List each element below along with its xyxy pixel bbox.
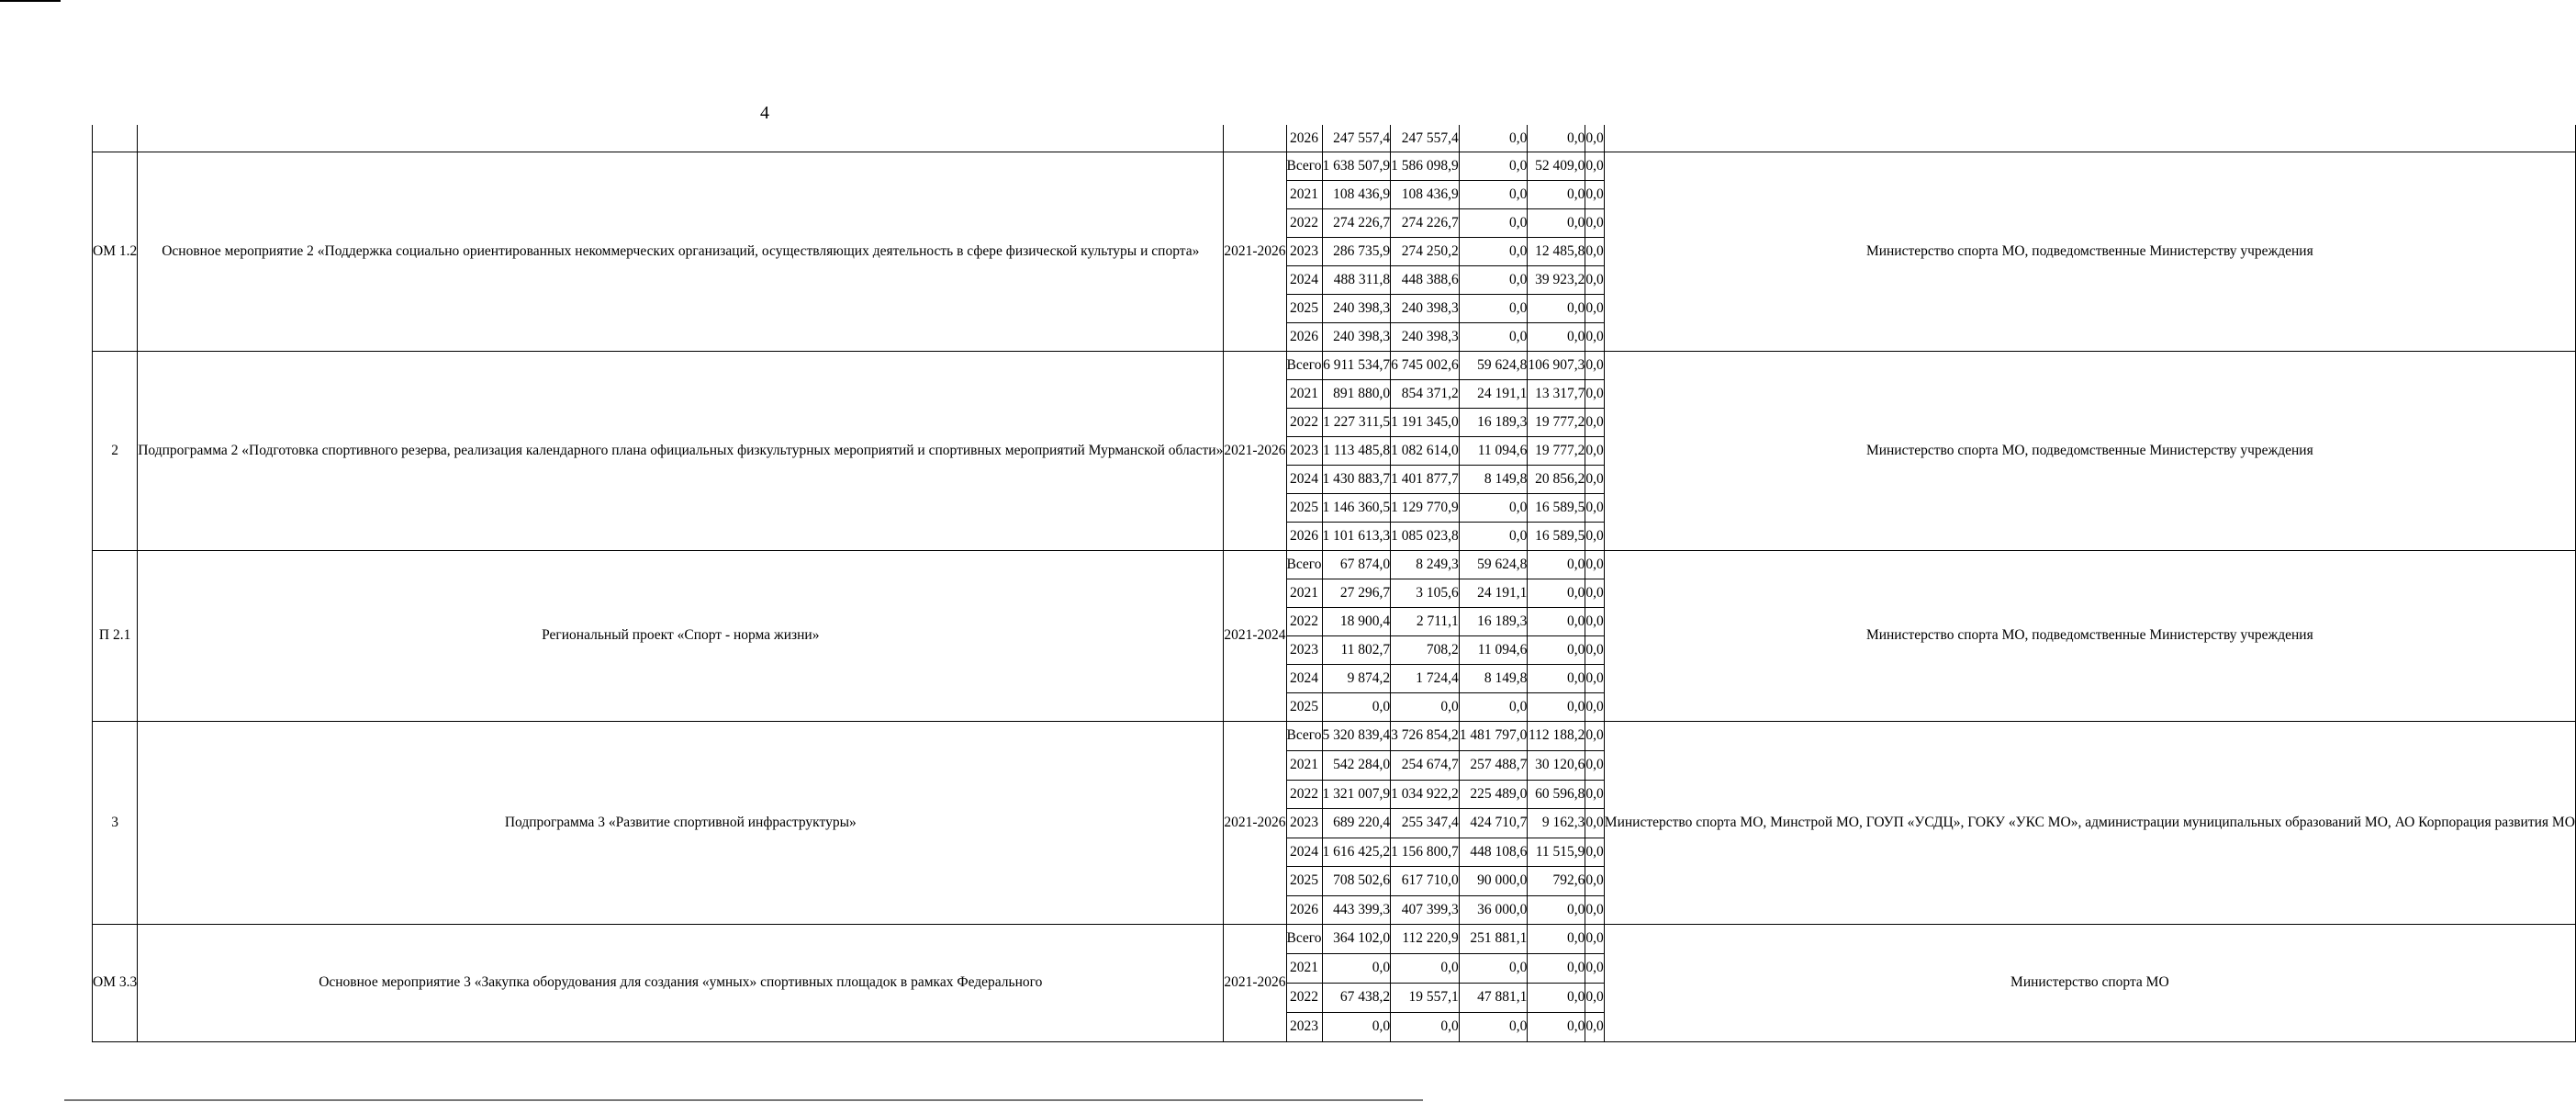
row-name-cell: Подпрограмма 2 «Подготовка спортивного резерва, реализация календарного плана официальных физкультурных мероприятий и спортивных мероприятий Мурманской области» [138, 351, 1224, 550]
amount-cell-c1: 1 129 770,9 [1391, 493, 1460, 522]
amount-cell-c3: 0,0 [1528, 322, 1585, 351]
amount-cell-c2: 448 108,6 [1459, 838, 1528, 866]
row-period-cell [1224, 125, 1286, 152]
row-name-cell [138, 125, 1224, 152]
amount-cell-c3: 0,0 [1528, 924, 1585, 953]
year-cell: 2021 [1286, 953, 1322, 983]
amount-cell-c2: 8 149,8 [1459, 465, 1528, 493]
amount-cell-c1: 240 398,3 [1391, 294, 1460, 322]
year-cell: Всего [1286, 721, 1322, 750]
amount-cell-c2: 90 000,0 [1459, 866, 1528, 895]
amount-cell-total: 274 226,7 [1322, 208, 1391, 237]
amount-cell-c1: 708,2 [1391, 635, 1460, 664]
amount-cell-c4: 0,0 [1585, 838, 1604, 866]
amount-cell-c2: 0,0 [1459, 180, 1528, 208]
amount-cell-c3: 20 856,2 [1528, 465, 1585, 493]
year-cell: 2026 [1286, 895, 1322, 924]
amount-cell-c1: 1 586 098,9 [1391, 152, 1460, 180]
amount-cell-c1: 0,0 [1391, 1012, 1460, 1041]
amount-cell-total: 27 296,7 [1322, 579, 1391, 607]
year-cell: 2024 [1286, 265, 1322, 294]
executor-cell: Министерство спорта МО, подведомственные Министерству учреждения [1604, 152, 2575, 351]
amount-cell-c2: 24 191,1 [1459, 579, 1528, 607]
amount-cell-c1: 448 388,6 [1391, 265, 1460, 294]
table-row [93, 924, 2576, 953]
amount-cell-total: 1 616 425,2 [1322, 838, 1391, 866]
executor-cell: Министерство спорта МО [1604, 924, 2575, 1041]
row-period-cell: 2021-2026 [1224, 152, 1286, 351]
amount-cell-c1: 1 082 614,0 [1391, 436, 1460, 465]
row-name-cell: Основное мероприятие 2 «Поддержка социально ориентированных некоммерческих организаций, осуществляющих деятельность в сфере физической культуры и спорта» [138, 152, 1224, 351]
amount-cell-c3: 0,0 [1528, 294, 1585, 322]
amount-cell-c2: 424 710,7 [1459, 808, 1528, 838]
amount-cell-c3: 0,0 [1528, 692, 1585, 721]
amount-cell-c2: 0,0 [1459, 237, 1528, 265]
amount-cell-c2: 251 881,1 [1459, 924, 1528, 953]
amount-cell-c1: 254 674,7 [1391, 750, 1460, 780]
amount-cell-c2: 24 191,1 [1459, 379, 1528, 408]
amount-cell-c3: 52 409,0 [1528, 152, 1585, 180]
year-cell: 2023 [1286, 237, 1322, 265]
year-cell: Всего [1286, 152, 1322, 180]
amount-cell-total: 0,0 [1322, 1012, 1391, 1041]
amount-cell-total: 1 227 311,5 [1322, 408, 1391, 436]
amount-cell-c1: 108 436,9 [1391, 180, 1460, 208]
amount-cell-c1: 1 156 800,7 [1391, 838, 1460, 866]
amount-cell-c4: 0,0 [1585, 808, 1604, 838]
amount-cell-c4: 0,0 [1585, 866, 1604, 895]
year-cell: 2026 [1286, 322, 1322, 351]
row-code-cell [93, 125, 138, 152]
year-cell: 2025 [1286, 866, 1322, 895]
year-cell: 2022 [1286, 607, 1322, 635]
amount-cell-c1: 1 724,4 [1391, 664, 1460, 692]
amount-cell-c4: 0,0 [1585, 379, 1604, 408]
amount-cell-c3: 11 515,9 [1528, 838, 1585, 866]
amount-cell-c4: 0,0 [1585, 436, 1604, 465]
amount-cell-c3: 16 589,5 [1528, 493, 1585, 522]
amount-cell-total: 18 900,4 [1322, 607, 1391, 635]
amount-cell-c1: 274 226,7 [1391, 208, 1460, 237]
amount-cell-total: 240 398,3 [1322, 294, 1391, 322]
amount-cell-c4: 0,0 [1585, 780, 1604, 808]
row-period-cell: 2021-2026 [1224, 924, 1286, 1041]
amount-cell-c4: 0,0 [1585, 579, 1604, 607]
amount-cell-c2: 0,0 [1459, 953, 1528, 983]
amount-cell-c4: 0,0 [1585, 721, 1604, 750]
executor-cell [1604, 125, 2575, 152]
year-cell: 2026 [1286, 522, 1322, 550]
amount-cell-c4: 0,0 [1585, 322, 1604, 351]
amount-cell-c3: 0,0 [1528, 1012, 1585, 1041]
amount-cell-c3: 16 589,5 [1528, 522, 1585, 550]
amount-cell-c2: 257 488,7 [1459, 750, 1528, 780]
amount-cell-c1: 8 249,3 [1391, 550, 1460, 579]
year-cell: Всего [1286, 924, 1322, 953]
year-cell: 2024 [1286, 664, 1322, 692]
amount-cell-c1: 2 711,1 [1391, 607, 1460, 635]
year-cell: 2025 [1286, 294, 1322, 322]
year-cell: 2021 [1286, 579, 1322, 607]
amount-cell-c1: 19 557,1 [1391, 983, 1460, 1012]
amount-cell-total: 891 880,0 [1322, 379, 1391, 408]
amount-cell-total: 1 113 485,8 [1322, 436, 1391, 465]
amount-cell-total: 67 438,2 [1322, 983, 1391, 1012]
table-row [93, 721, 2576, 750]
year-cell: 2021 [1286, 379, 1322, 408]
amount-cell-c2: 0,0 [1459, 294, 1528, 322]
table-row [93, 152, 2576, 180]
amount-cell-c4: 0,0 [1585, 522, 1604, 550]
year-cell: 2025 [1286, 493, 1322, 522]
amount-cell-c1: 0,0 [1391, 953, 1460, 983]
year-cell: 2023 [1286, 808, 1322, 838]
amount-cell-c3: 0,0 [1528, 180, 1585, 208]
amount-cell-c2: 0,0 [1459, 125, 1528, 152]
amount-cell-c3: 19 777,2 [1528, 408, 1585, 436]
amount-cell-c3: 39 923,2 [1528, 265, 1585, 294]
amount-cell-c4: 0,0 [1585, 237, 1604, 265]
amount-cell-c2: 59 624,8 [1459, 351, 1528, 379]
amount-cell-total: 1 638 507,9 [1322, 152, 1391, 180]
amount-cell-c2: 59 624,8 [1459, 550, 1528, 579]
amount-cell-total: 364 102,0 [1322, 924, 1391, 953]
amount-cell-c4: 0,0 [1585, 1012, 1604, 1041]
row-code-cell: ОМ 1.2 [93, 152, 138, 351]
amount-cell-total: 689 220,4 [1322, 808, 1391, 838]
amount-cell-total: 108 436,9 [1322, 180, 1391, 208]
row-period-cell: 2021-2026 [1224, 351, 1286, 550]
amount-cell-c4: 0,0 [1585, 408, 1604, 436]
amount-cell-c3: 30 120,6 [1528, 750, 1585, 780]
row-period-cell: 2021-2024 [1224, 550, 1286, 721]
year-cell: 2023 [1286, 635, 1322, 664]
row-code-cell: 2 [93, 351, 138, 550]
amount-cell-c2: 0,0 [1459, 522, 1528, 550]
amount-cell-total: 9 874,2 [1322, 664, 1391, 692]
amount-cell-c3: 106 907,3 [1528, 351, 1585, 379]
amount-cell-c2: 0,0 [1459, 265, 1528, 294]
amount-cell-c3: 792,6 [1528, 866, 1585, 895]
amount-cell-total: 1 430 883,7 [1322, 465, 1391, 493]
amount-cell-c1: 255 347,4 [1391, 808, 1460, 838]
amount-cell-c1: 407 399,3 [1391, 895, 1460, 924]
amount-cell-c2: 0,0 [1459, 493, 1528, 522]
amount-cell-total: 247 557,4 [1322, 125, 1391, 152]
amount-cell-c2: 0,0 [1459, 1012, 1528, 1041]
amount-cell-c3: 0,0 [1528, 983, 1585, 1012]
row-code-cell: П 2.1 [93, 550, 138, 721]
amount-cell-total: 1 321 007,9 [1322, 780, 1391, 808]
amount-cell-c2: 1 481 797,0 [1459, 721, 1528, 750]
amount-cell-c2: 0,0 [1459, 208, 1528, 237]
amount-cell-total: 0,0 [1322, 692, 1391, 721]
amount-cell-total: 542 284,0 [1322, 750, 1391, 780]
amount-cell-c2: 8 149,8 [1459, 664, 1528, 692]
amount-cell-c2: 11 094,6 [1459, 635, 1528, 664]
amount-cell-c1: 1 401 877,7 [1391, 465, 1460, 493]
amount-cell-total: 708 502,6 [1322, 866, 1391, 895]
amount-cell-c1: 274 250,2 [1391, 237, 1460, 265]
year-cell: Всего [1286, 351, 1322, 379]
amount-cell-c4: 0,0 [1585, 265, 1604, 294]
amount-cell-total: 1 146 360,5 [1322, 493, 1391, 522]
amount-cell-c4: 0,0 [1585, 180, 1604, 208]
amount-cell-total: 0,0 [1322, 953, 1391, 983]
table-row [93, 351, 2576, 379]
executor-cell: Министерство спорта МО, подведомственные Министерству учреждения [1604, 351, 2575, 550]
amount-cell-total: 240 398,3 [1322, 322, 1391, 351]
amount-cell-c3: 0,0 [1528, 125, 1585, 152]
table-row [93, 550, 2576, 579]
amount-cell-c1: 240 398,3 [1391, 322, 1460, 351]
amount-cell-c4: 0,0 [1585, 465, 1604, 493]
amount-cell-c3: 0,0 [1528, 208, 1585, 237]
year-cell: 2022 [1286, 780, 1322, 808]
executor-cell: Министерство спорта МО, Минстрой МО, ГОУП «УСДЦ», ГОКУ «УКС МО», администрации муниципальных образований МО, АО Корпорация развития МО [1604, 721, 2575, 924]
amount-cell-c3: 0,0 [1528, 607, 1585, 635]
amount-cell-c3: 60 596,8 [1528, 780, 1585, 808]
amount-cell-c4: 0,0 [1585, 351, 1604, 379]
amount-cell-c1: 854 371,2 [1391, 379, 1460, 408]
amount-cell-c3: 0,0 [1528, 550, 1585, 579]
amount-cell-total: 443 399,3 [1322, 895, 1391, 924]
row-name-cell: Основное мероприятие 3 «Закупка оборудования для создания «умных» спортивных площадок в рамках Федерального [138, 924, 1224, 1041]
year-cell: 2024 [1286, 465, 1322, 493]
amount-cell-c3: 12 485,8 [1528, 237, 1585, 265]
year-cell: 2021 [1286, 180, 1322, 208]
year-cell: 2023 [1286, 436, 1322, 465]
amount-cell-c4: 0,0 [1585, 895, 1604, 924]
amount-cell-c4: 0,0 [1585, 664, 1604, 692]
amount-cell-total: 488 311,8 [1322, 265, 1391, 294]
amount-cell-c2: 0,0 [1459, 322, 1528, 351]
row-code-cell: ОМ 3.3 [93, 924, 138, 1041]
amount-cell-c4: 0,0 [1585, 953, 1604, 983]
row-code-cell: 3 [93, 721, 138, 924]
amount-cell-c1: 1 191 345,0 [1391, 408, 1460, 436]
amount-cell-c4: 0,0 [1585, 493, 1604, 522]
amount-cell-c3: 19 777,2 [1528, 436, 1585, 465]
amount-cell-c2: 16 189,3 [1459, 607, 1528, 635]
amount-cell-c4: 0,0 [1585, 983, 1604, 1012]
amount-cell-total: 1 101 613,3 [1322, 522, 1391, 550]
table-row [93, 125, 2576, 152]
amount-cell-total: 286 735,9 [1322, 237, 1391, 265]
amount-cell-c1: 112 220,9 [1391, 924, 1460, 953]
amount-cell-c4: 0,0 [1585, 208, 1604, 237]
year-cell: 2025 [1286, 692, 1322, 721]
amount-cell-c3: 0,0 [1528, 895, 1585, 924]
amount-cell-c1: 1 034 922,2 [1391, 780, 1460, 808]
amount-cell-c2: 47 881,1 [1459, 983, 1528, 1012]
amount-cell-c2: 16 189,3 [1459, 408, 1528, 436]
row-period-cell: 2021-2026 [1224, 721, 1286, 924]
amount-cell-c3: 13 317,7 [1528, 379, 1585, 408]
amount-cell-c4: 0,0 [1585, 550, 1604, 579]
amount-cell-total: 6 911 534,7 [1322, 351, 1391, 379]
amount-cell-c4: 0,0 [1585, 750, 1604, 780]
executor-cell: Министерство спорта МО, подведомственные Министерству учреждения [1604, 550, 2575, 721]
amount-cell-c3: 9 162,3 [1528, 808, 1585, 838]
year-cell: 2022 [1286, 408, 1322, 436]
amount-cell-c4: 0,0 [1585, 692, 1604, 721]
bottom-rule [64, 1099, 1423, 1101]
amount-cell-total: 67 874,0 [1322, 550, 1391, 579]
year-cell: Всего [1286, 550, 1322, 579]
amount-cell-c3: 0,0 [1528, 664, 1585, 692]
year-cell: 2022 [1286, 983, 1322, 1012]
amount-cell-c2: 225 489,0 [1459, 780, 1528, 808]
amount-cell-total: 5 320 839,4 [1322, 721, 1391, 750]
amount-cell-c2: 0,0 [1459, 692, 1528, 721]
row-name-cell: Подпрограмма 3 «Развитие спортивной инфраструктуры» [138, 721, 1224, 924]
amount-cell-c1: 3 726 854,2 [1391, 721, 1460, 750]
amount-cell-total: 11 802,7 [1322, 635, 1391, 664]
top-rule [0, 0, 61, 2]
amount-cell-c2: 36 000,0 [1459, 895, 1528, 924]
year-cell: 2026 [1286, 125, 1322, 152]
amount-cell-c4: 0,0 [1585, 924, 1604, 953]
amount-cell-c1: 1 085 023,8 [1391, 522, 1460, 550]
amount-cell-c1: 3 105,6 [1391, 579, 1460, 607]
amount-cell-c1: 0,0 [1391, 692, 1460, 721]
amount-cell-c4: 0,0 [1585, 294, 1604, 322]
amount-cell-c1: 617 710,0 [1391, 866, 1460, 895]
amount-cell-c4: 0,0 [1585, 607, 1604, 635]
amount-cell-c4: 0,0 [1585, 635, 1604, 664]
budget-table [92, 125, 2576, 1042]
amount-cell-c2: 0,0 [1459, 152, 1528, 180]
amount-cell-c2: 11 094,6 [1459, 436, 1528, 465]
year-cell: 2021 [1286, 750, 1322, 780]
amount-cell-c1: 247 557,4 [1391, 125, 1460, 152]
amount-cell-c4: 0,0 [1585, 125, 1604, 152]
amount-cell-c1: 6 745 002,6 [1391, 351, 1460, 379]
year-cell: 2023 [1286, 1012, 1322, 1041]
amount-cell-c3: 0,0 [1528, 579, 1585, 607]
row-name-cell: Региональный проект «Спорт - норма жизни» [138, 550, 1224, 721]
amount-cell-c3: 0,0 [1528, 635, 1585, 664]
year-cell: 2024 [1286, 838, 1322, 866]
amount-cell-c4: 0,0 [1585, 152, 1604, 180]
page-number: 4 [760, 103, 769, 123]
year-cell: 2022 [1286, 208, 1322, 237]
amount-cell-c3: 0,0 [1528, 953, 1585, 983]
amount-cell-c3: 112 188,2 [1528, 721, 1585, 750]
